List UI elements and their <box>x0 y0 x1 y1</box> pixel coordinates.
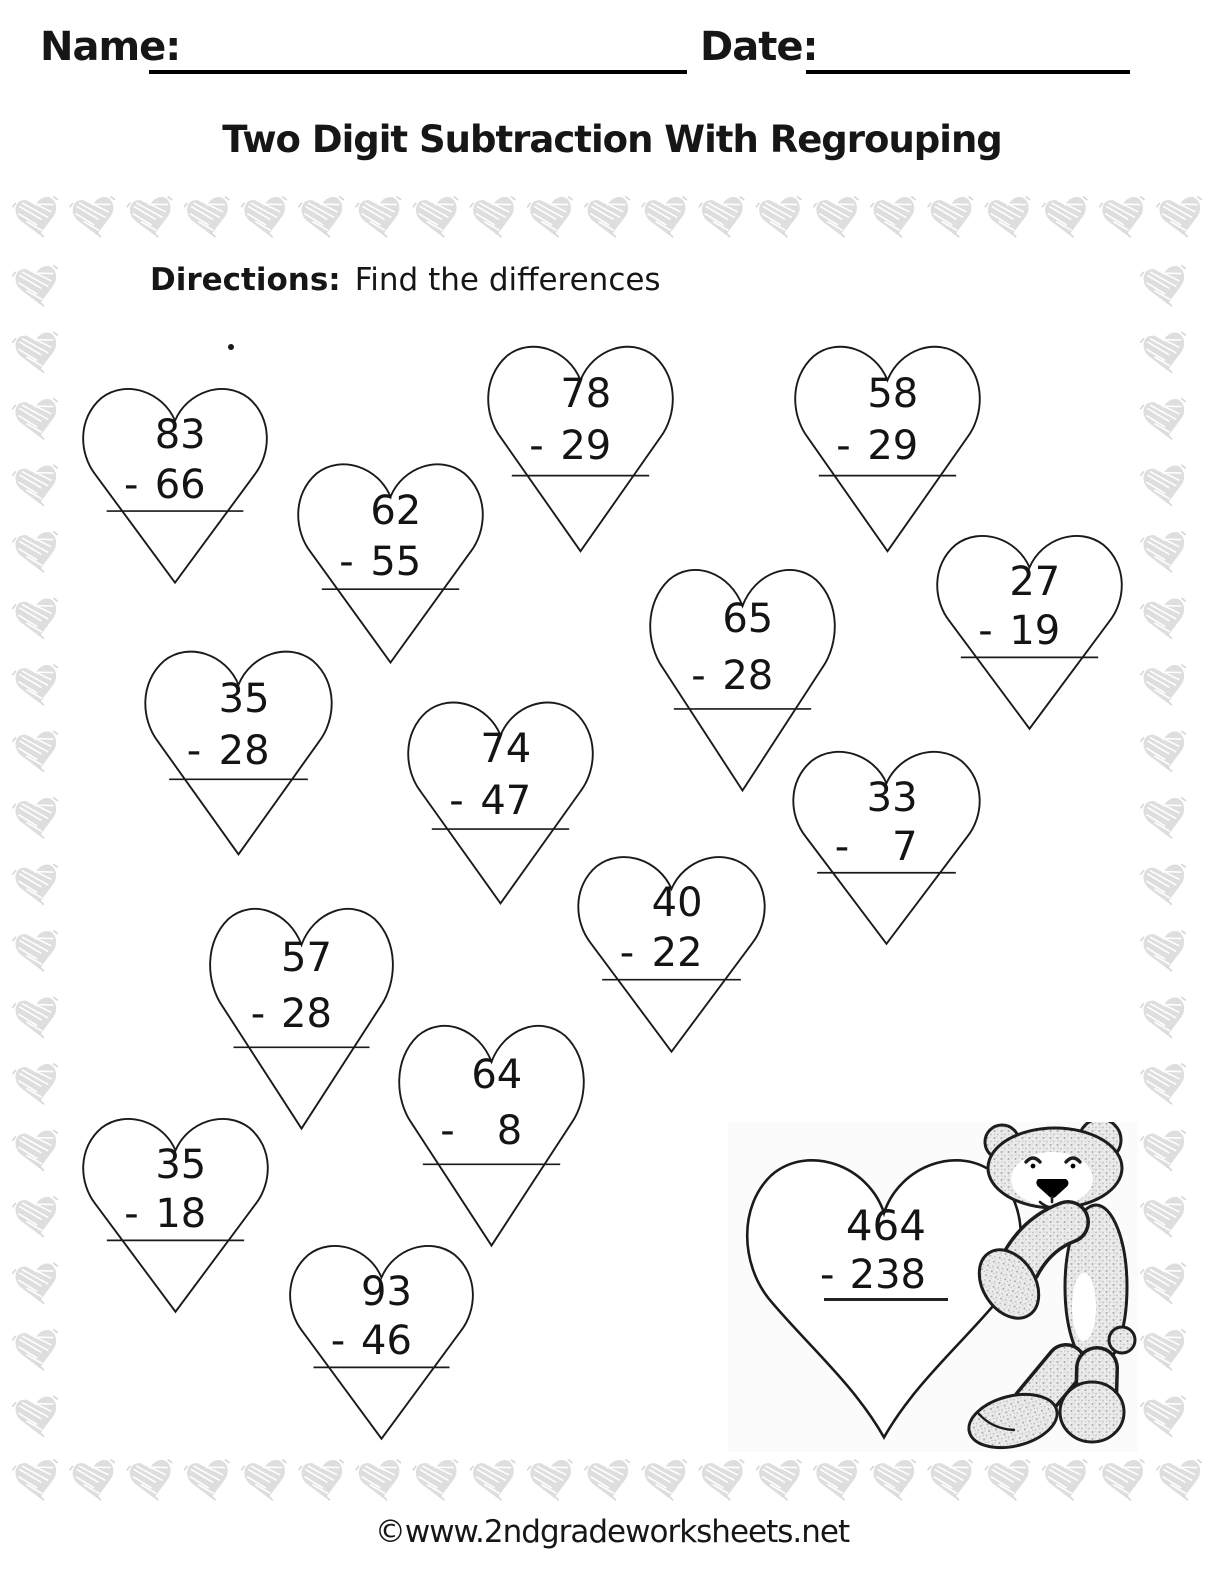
minus-sign: - <box>250 991 266 1038</box>
minus-sign: - <box>529 423 544 470</box>
directions-label: Directions: <box>150 262 341 298</box>
minuend: 74 <box>480 726 532 773</box>
teddy-bear-icon <box>916 1122 1138 1452</box>
minus-sign: - <box>834 823 850 870</box>
problem-heart <box>783 738 990 952</box>
minus-sign: - <box>124 1191 139 1238</box>
problem-bottom-row <box>836 423 919 470</box>
minuend: 33 <box>866 774 918 821</box>
subtrahend: 28 <box>722 652 774 699</box>
subtrahend: 28 <box>281 991 332 1038</box>
page-title: Two Digit Subtraction With Regrouping <box>222 118 1002 161</box>
minus-sign: - <box>186 727 202 774</box>
problem-bottom-row <box>834 823 918 870</box>
problem-heart <box>200 893 403 1138</box>
directions-text: Find the differences <box>354 262 661 298</box>
big-problem-block <box>728 1122 1138 1452</box>
subtrahend: 46 <box>361 1318 412 1365</box>
minus-sign: - <box>339 538 354 585</box>
name-blank-line <box>149 30 687 74</box>
subtrahend: 29 <box>560 423 612 470</box>
minuend: 464 <box>845 1201 926 1250</box>
minus-sign: - <box>836 423 851 470</box>
minuend: 64 <box>471 1052 523 1099</box>
subtrahend: 22 <box>651 929 703 976</box>
directions <box>150 262 661 298</box>
subtrahend: 55 <box>370 538 422 585</box>
minuend: 62 <box>370 487 422 534</box>
problem-bottom-row <box>619 929 703 976</box>
problem-bottom-row <box>440 1108 523 1155</box>
minus-sign: - <box>978 608 993 655</box>
minus-sign: - <box>691 652 706 699</box>
date-label: Date: <box>700 24 818 70</box>
minus-sign: - <box>619 929 635 976</box>
subtrahend: 19 <box>1009 608 1061 655</box>
stray-dot <box>228 344 234 350</box>
subtrahend: 28 <box>218 727 270 774</box>
minuend: 93 <box>361 1268 412 1315</box>
problem-heart <box>478 332 683 560</box>
minuend: 35 <box>218 675 270 722</box>
minuend: 83 <box>154 411 206 458</box>
problem-bottom-row <box>691 652 774 699</box>
minus-sign: - <box>449 777 464 824</box>
minuend: 65 <box>722 596 774 643</box>
subtrahend: 18 <box>155 1191 207 1238</box>
problem-bottom-row <box>124 1191 207 1238</box>
minuend: 57 <box>281 935 332 982</box>
subtrahend: 238 <box>849 1252 926 1298</box>
minus-sign: - <box>440 1108 455 1155</box>
minus-sign: - <box>330 1318 346 1365</box>
problem-bottom-row <box>529 423 612 470</box>
minuend: 78 <box>560 371 612 418</box>
minuend: 35 <box>155 1141 207 1188</box>
problem-heart <box>568 843 775 1060</box>
date-blank-line <box>806 30 1130 74</box>
problem-heart <box>389 1010 594 1255</box>
minuend: 27 <box>1009 558 1061 605</box>
problem-heart <box>73 375 277 591</box>
problem-bottom-row <box>449 777 532 824</box>
minus-sign: - <box>820 1252 835 1298</box>
subtrahend: 29 <box>867 423 919 470</box>
problem-heart <box>135 637 342 863</box>
name-label: Name: <box>40 24 181 70</box>
problem-bottom-row <box>330 1318 412 1365</box>
problem-heart <box>73 1105 278 1320</box>
minus-sign: - <box>124 461 139 508</box>
minuend: 58 <box>867 371 919 418</box>
subtrahend: 8 <box>496 1108 523 1155</box>
subtrahend: 7 <box>892 823 918 870</box>
subtrahend: 47 <box>480 777 532 824</box>
minuend: 40 <box>651 880 703 927</box>
problem-heart <box>280 1232 483 1447</box>
problem-bottom-row <box>250 991 332 1038</box>
problem-bottom-row <box>186 727 270 774</box>
footer-credit: ©www.2ndgradeworksheets.net <box>374 1514 850 1550</box>
subtrahend: 66 <box>154 461 206 508</box>
problem-bottom-row <box>124 461 206 508</box>
big-problem-bottom-row <box>820 1254 926 1296</box>
problem-heart <box>927 522 1132 737</box>
problem-bottom-row <box>978 608 1061 655</box>
problem-bottom-row <box>339 538 422 585</box>
